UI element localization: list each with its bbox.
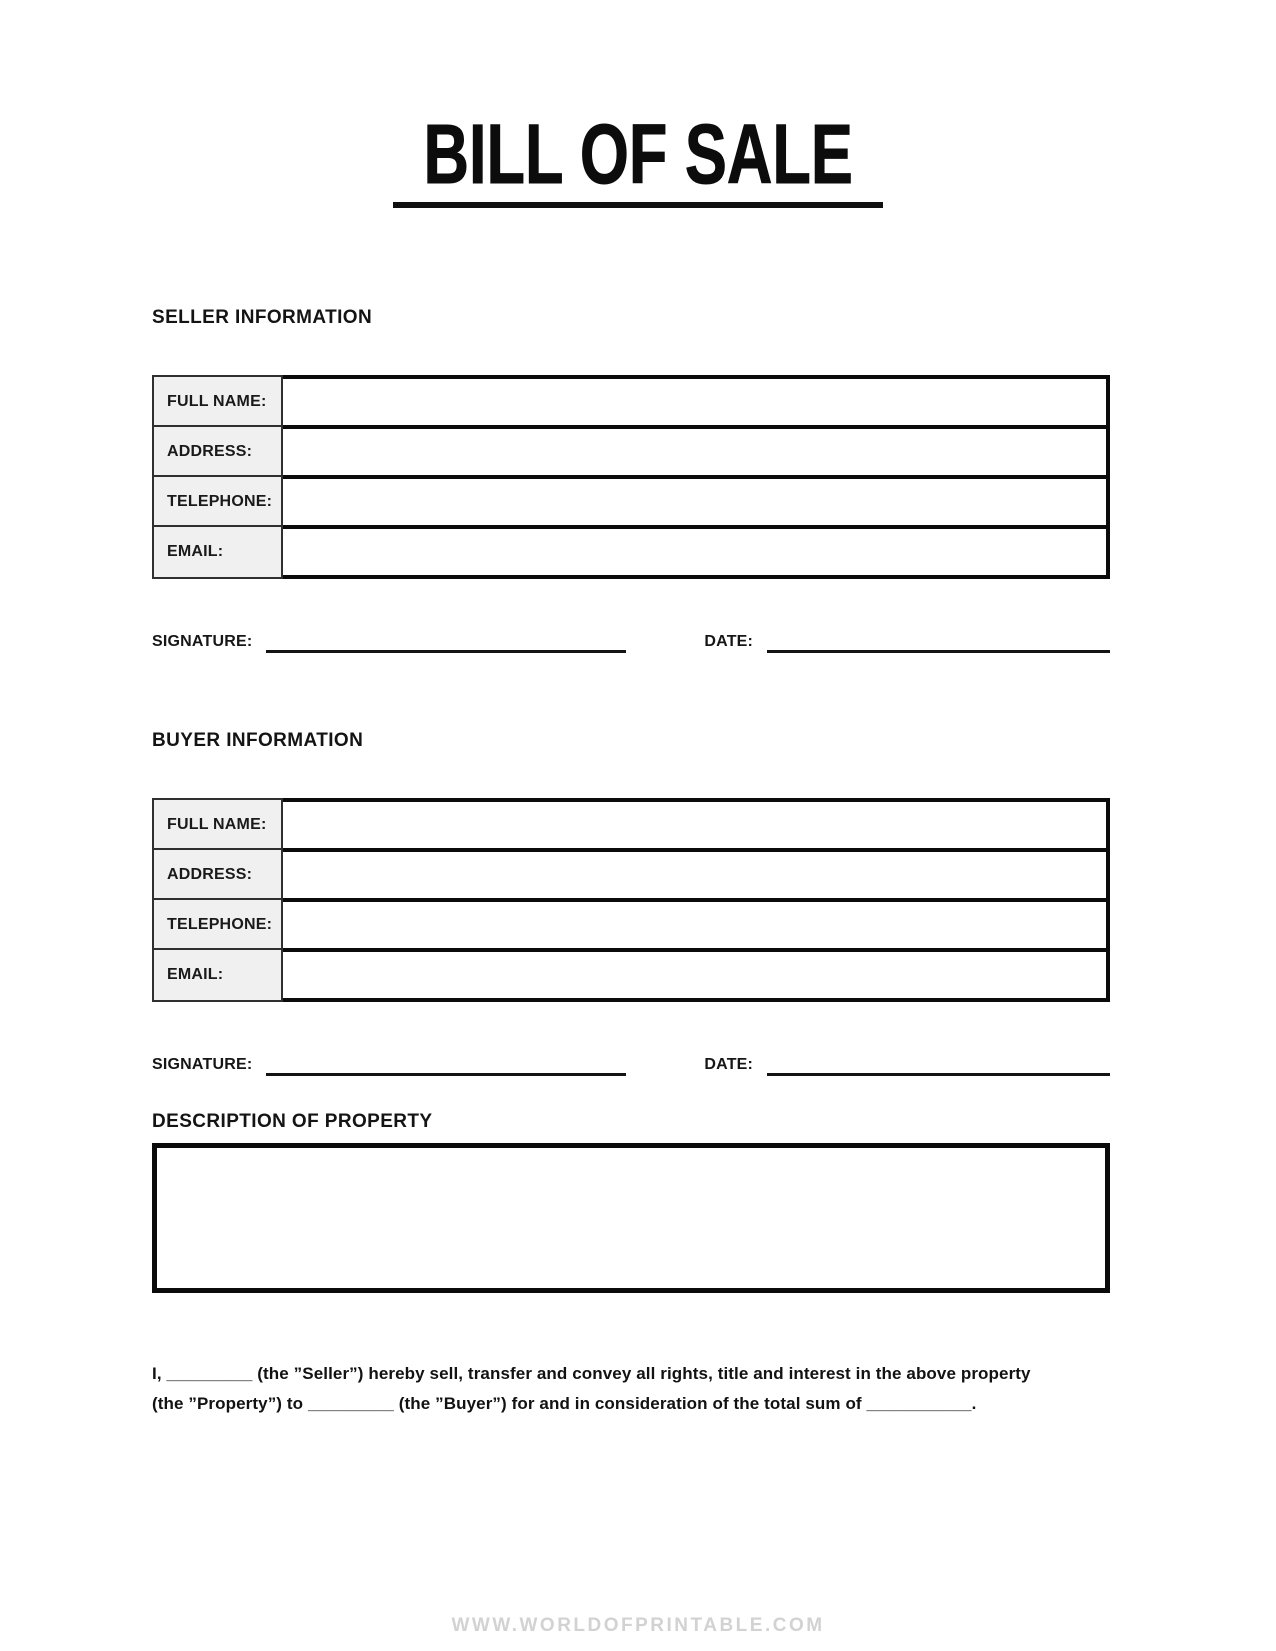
seller-address-label: ADDRESS:: [152, 425, 283, 479]
seller-table: [152, 375, 1110, 579]
property-description-box[interactable]: [152, 1143, 1110, 1293]
declaration-paragraph: [152, 1359, 1110, 1419]
table-row: [152, 948, 1110, 1002]
seller-full-name-label: FULL NAME:: [152, 375, 283, 429]
buyer-signature-row: [152, 1046, 1110, 1076]
seller-date-line[interactable]: [767, 627, 1110, 653]
buyer-signature-line[interactable]: [266, 1050, 626, 1076]
buyer-address-label: ADDRESS:: [152, 848, 283, 902]
buyer-date-line[interactable]: [767, 1050, 1110, 1076]
table-row: [152, 898, 1110, 952]
buyer-email-label: EMAIL:: [152, 948, 283, 1002]
seller-email-input[interactable]: [283, 525, 1110, 579]
buyer-heading: BUYER INFORMATION: [152, 730, 364, 751]
seller-signature-row: [152, 623, 1110, 653]
document-footer: [0, 1615, 1276, 1637]
seller-heading: SELLER INFORMATION: [152, 307, 373, 328]
buyer-address-input[interactable]: [283, 848, 1110, 902]
table-row: [152, 798, 1110, 852]
declaration-line-2: (the ”Property”) to _________ (the ”Buyer”) for and in consideration of the total sum of ___________.: [152, 1394, 977, 1413]
buyer-date-label: DATE:: [704, 1056, 754, 1073]
declaration-line-1: I, _________ (the ”Seller”) hereby sell, transfer and convey all rights, title and interest in the above property: [152, 1364, 1031, 1383]
seller-email-label: EMAIL:: [152, 525, 283, 579]
seller-full-name-input[interactable]: [283, 375, 1110, 429]
buyer-telephone-input[interactable]: [283, 898, 1110, 952]
property-section: [152, 1110, 1110, 1293]
seller-signature-line[interactable]: [266, 627, 626, 653]
table-row: [152, 425, 1110, 479]
seller-signature-label: SIGNATURE:: [152, 633, 253, 650]
seller-date-label: DATE:: [704, 633, 754, 650]
buyer-section: [152, 729, 1110, 1076]
watermark-text: WWW.WORLDOFPRINTABLE.COM: [451, 1615, 825, 1636]
page-title: BILL OF SALE: [423, 107, 853, 201]
title-underline: [393, 202, 883, 208]
buyer-telephone-label: TELEPHONE:: [152, 898, 283, 952]
buyer-table: [152, 798, 1110, 1002]
seller-address-input[interactable]: [283, 425, 1110, 479]
document-body: [0, 306, 1276, 1419]
document-header: [0, 0, 1276, 208]
buyer-full-name-input[interactable]: [283, 798, 1110, 852]
table-row: [152, 475, 1110, 529]
property-heading: DESCRIPTION OF PROPERTY: [152, 1111, 433, 1132]
seller-telephone-input[interactable]: [283, 475, 1110, 529]
seller-telephone-label: TELEPHONE:: [152, 475, 283, 529]
buyer-full-name-label: FULL NAME:: [152, 798, 283, 852]
table-row: [152, 848, 1110, 902]
buyer-email-input[interactable]: [283, 948, 1110, 1002]
table-row: [152, 525, 1110, 579]
seller-section: [152, 306, 1110, 653]
table-row: [152, 375, 1110, 429]
buyer-signature-label: SIGNATURE:: [152, 1056, 253, 1073]
